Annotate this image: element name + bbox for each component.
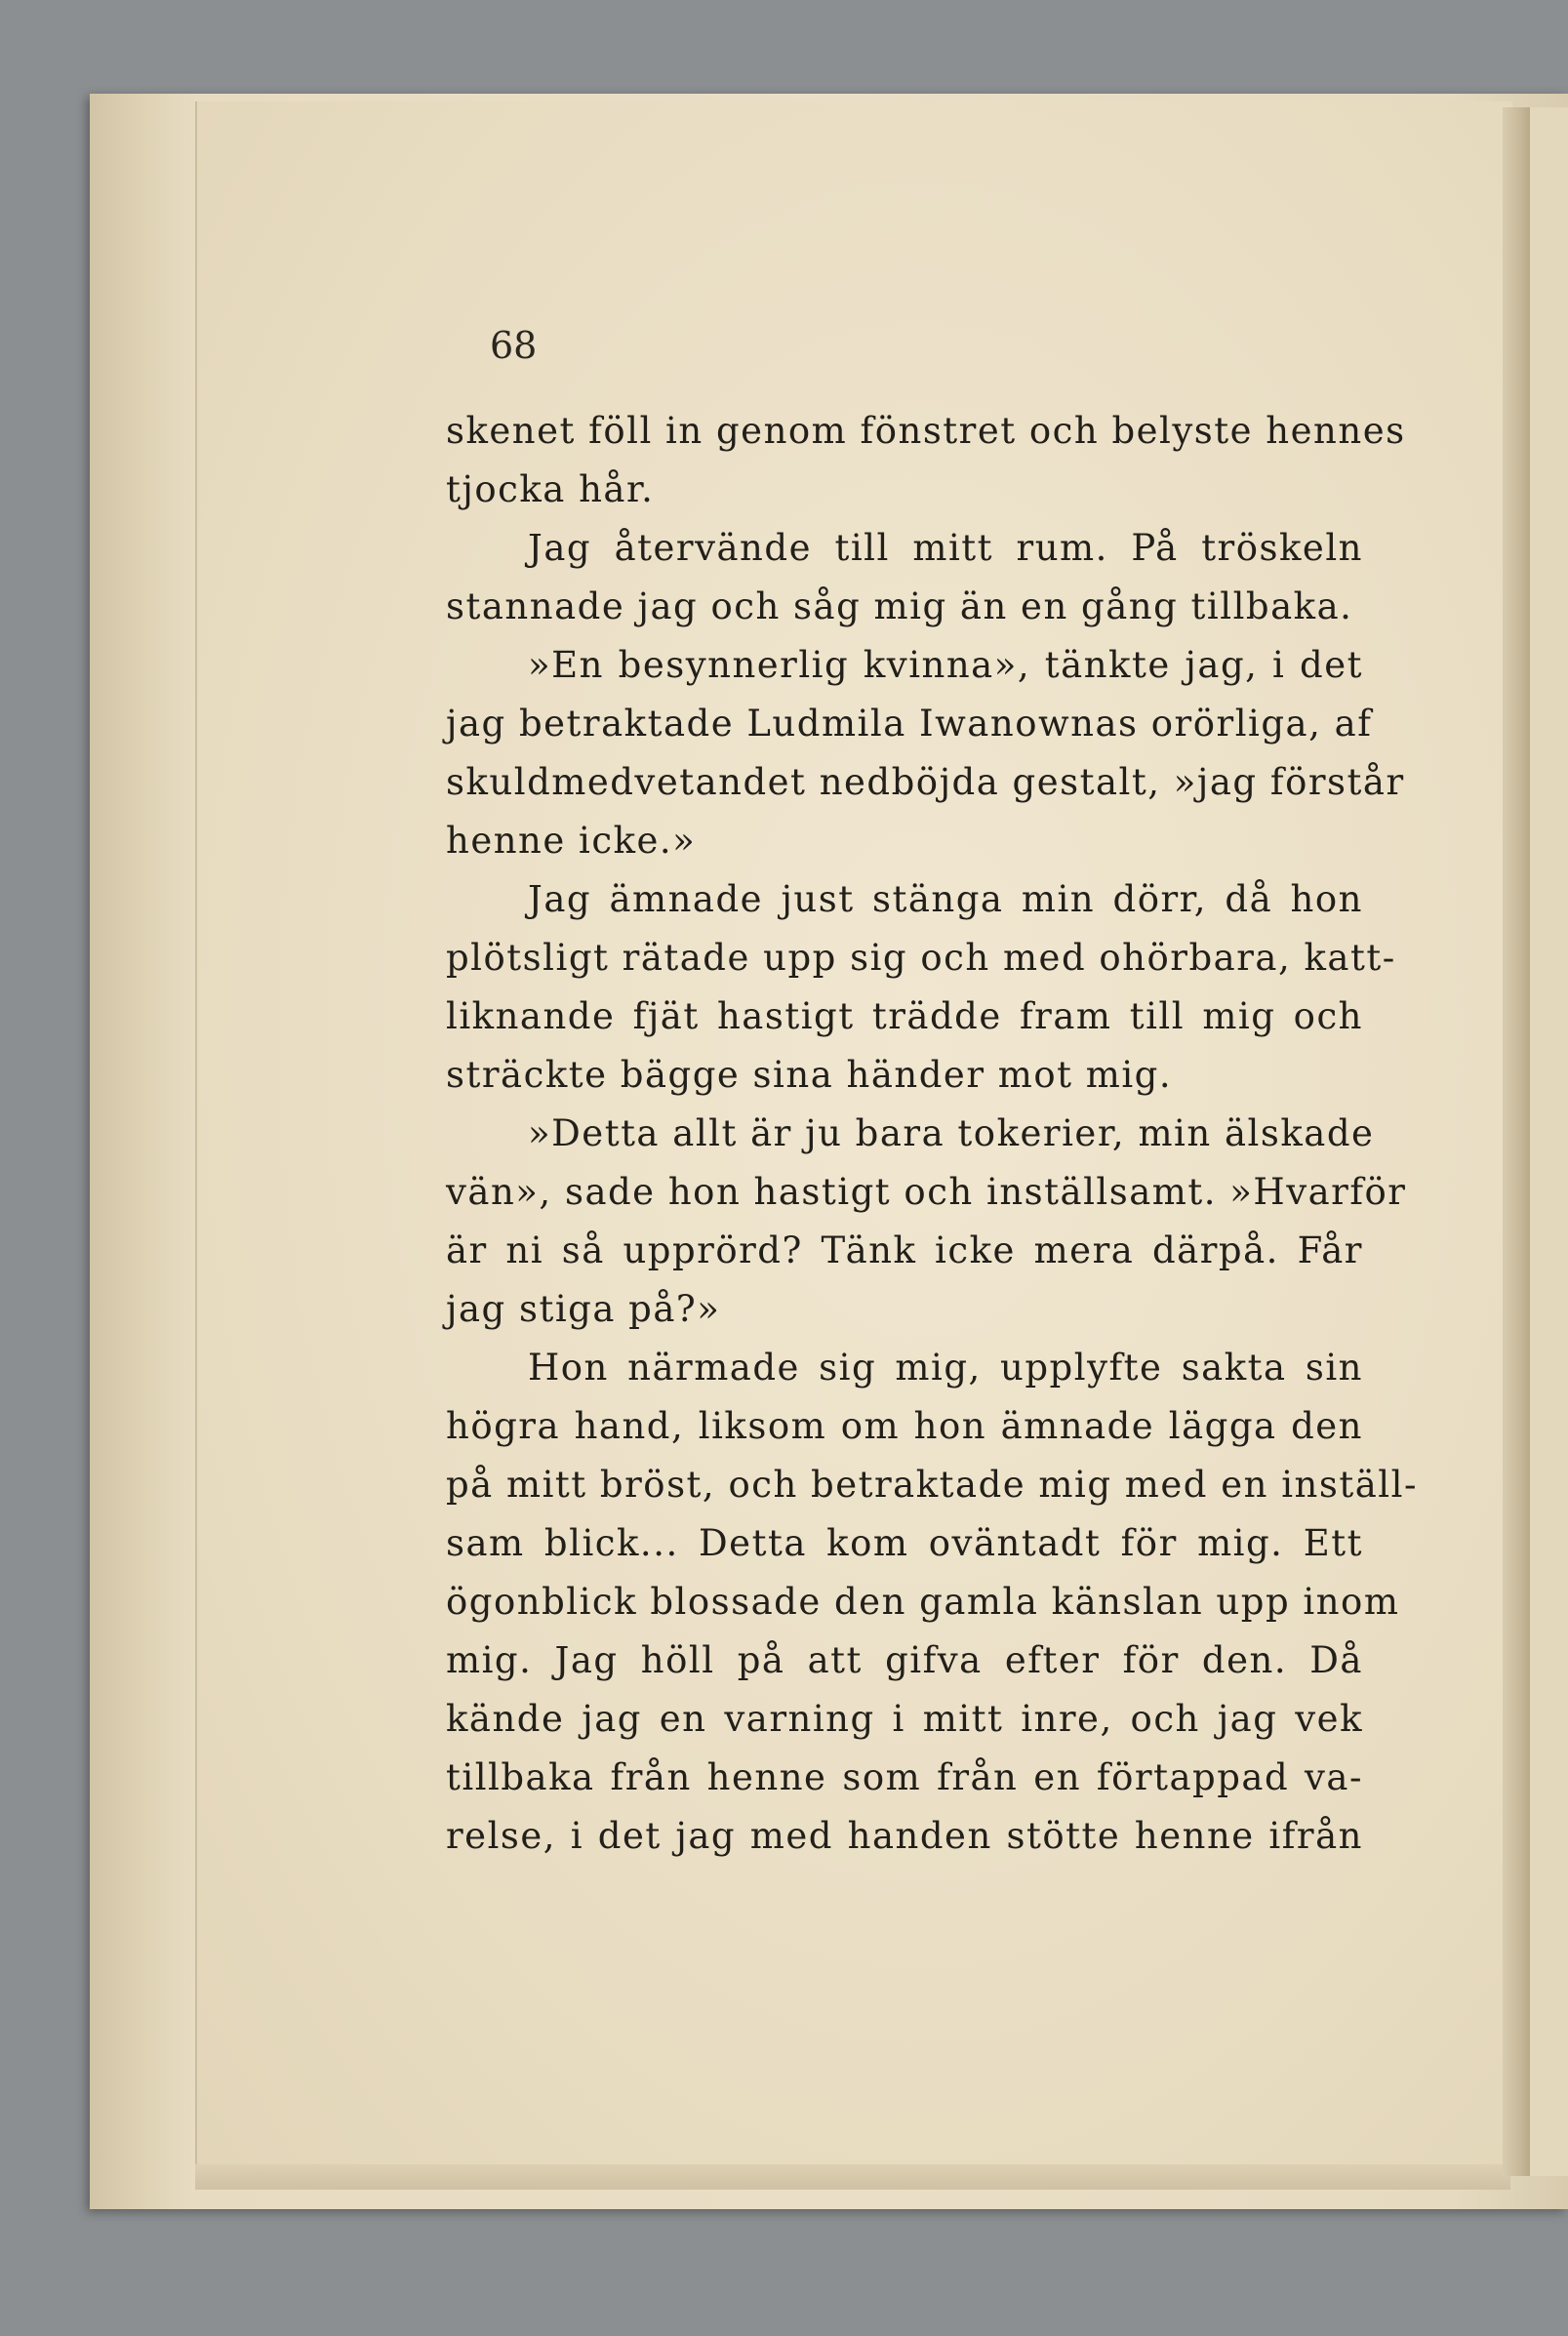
facing-page-edge	[1530, 107, 1568, 2176]
text-line: skuldmedvetandet nedböjda gestalt, »jag förstår	[446, 761, 1405, 803]
text-line: Jag ämnade just stänga min dörr, då hon	[528, 878, 1363, 920]
text-line: sam blick... Detta kom oväntadt för mig. Ett	[446, 1522, 1363, 1564]
text-line: mig. Jag höll på att gifva efter för den. Då	[446, 1639, 1363, 1681]
text-line: plötsligt rätade upp sig och med ohörbara, katt-	[446, 937, 1396, 979]
page-bottom-edge	[195, 2164, 1510, 2190]
text-line: högra hand, liksom om hon ämnade lägga den	[446, 1405, 1363, 1447]
text-line: jag betraktade Ludmila Iwanownas orörliga, af	[446, 703, 1373, 745]
text-line: skenet föll in genom fönstret och belyste hennes	[446, 410, 1406, 452]
page-number: 68	[490, 324, 538, 367]
text-line: på mitt bröst, och betraktade mig med en inställ-	[446, 1464, 1418, 1506]
text-line: »En besynnerlig kvinna», tänkte jag, i det	[528, 644, 1363, 686]
text-line: relse, i det jag med handen stötte henne ifrån	[446, 1815, 1363, 1857]
book-gutter	[1503, 107, 1530, 2176]
text-line: liknande fjät hastigt trädde fram till mig och	[446, 995, 1363, 1037]
text-line: vän», sade hon hastigt och inställsamt. »Hvarför	[446, 1171, 1407, 1213]
text-line: ögonblick blossade den gamla känslan upp inom	[446, 1581, 1400, 1623]
text-line: tjocka hår.	[446, 468, 655, 510]
text-line: kände jag en varning i mitt inre, och jag vek	[446, 1698, 1363, 1740]
text-line: tillbaka från henne som från en förtappad va-	[446, 1756, 1363, 1798]
text-line: henne icke.»	[446, 820, 697, 862]
text-line: jag stiga på?»	[446, 1288, 721, 1330]
text-line: Hon närmade sig mig, upplyfte sakta sin	[528, 1347, 1363, 1389]
text-line: »Detta allt är ju bara tokerier, min älskade	[528, 1112, 1375, 1154]
text-line: sträckte bägge sina händer mot mig.	[446, 1054, 1173, 1096]
text-line: är ni så upprörd? Tänk icke mera därpå. Får	[446, 1229, 1363, 1271]
body-text	[446, 402, 1418, 1866]
text-line: stannade jag och såg mig än en gång tillbaka.	[446, 585, 1353, 627]
text-line: Jag återvände till mitt rum. På tröskeln	[528, 527, 1363, 569]
